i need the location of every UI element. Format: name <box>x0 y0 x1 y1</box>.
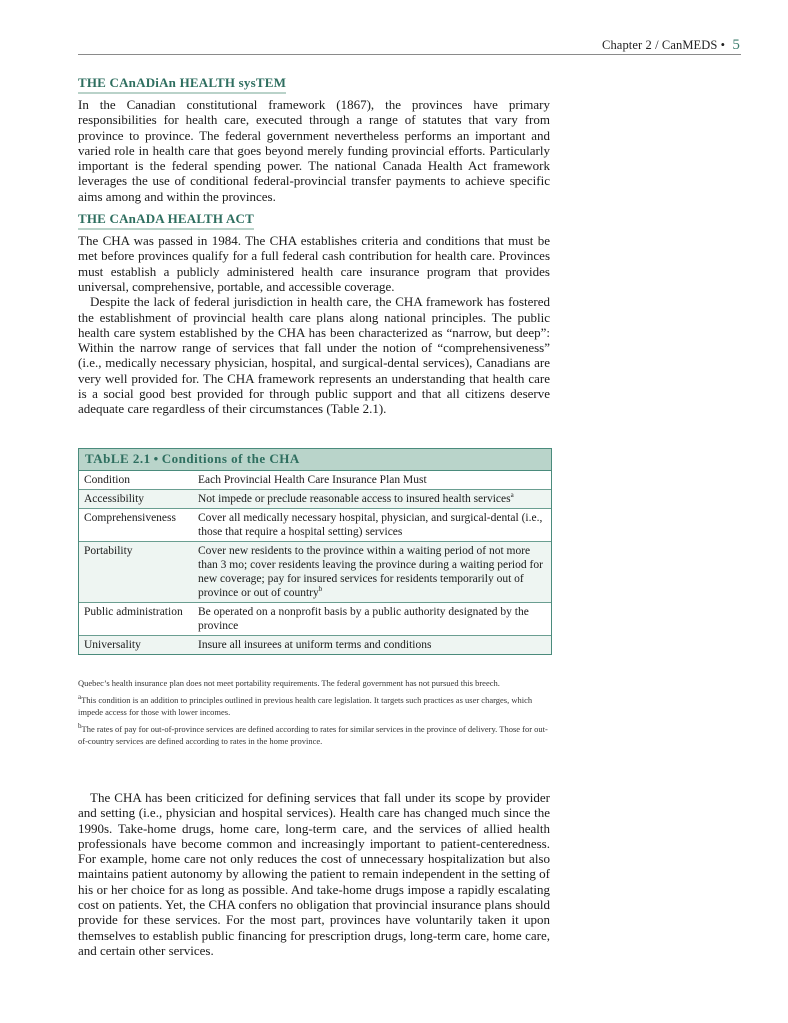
footnote-marker-b: b <box>318 585 323 594</box>
table-title-text: Conditions of the CHA <box>161 451 300 466</box>
table-row <box>79 509 551 542</box>
page-number: 5 <box>732 37 740 53</box>
table-title-bullet: • <box>153 451 159 466</box>
table-note-a <box>78 694 550 718</box>
table-header-row <box>79 471 551 490</box>
table-cell-requirement: Be operated on a nonprofit basis by a public authority designated by the province <box>198 606 529 632</box>
table-label: TAbLE 2.1 <box>85 451 151 466</box>
table-row <box>79 490 551 509</box>
table-row <box>79 542 551 603</box>
table-header-requirement: Each Provincial Health Care Insurance Plan Must <box>198 474 427 486</box>
closing-section <box>78 790 550 958</box>
header-rule <box>78 54 741 55</box>
table-cell-condition: Public administration <box>84 606 183 618</box>
running-head <box>602 37 740 54</box>
table-cell-condition: Portability <box>84 545 133 557</box>
section2-paragraph2: Despite the lack of federal jurisdiction in health care, the CHA framework has fostered the establishment of provincial health care plans along national principles. The public health care system established by the CHA has been characterized as “narrow, but deep”: Within the narrow range of services that fall under the notion of “comprehensiveness” (i.e., medically necessary physician, hospital, and surgical-dental services), Canadians are very well provided for. The CHA framework represents an understanding that health care is a social good best provided for through public support and that all citizens deserve adequate care regardless of their circumstances (Table 2.1). <box>78 294 550 417</box>
table-note-quebec: Quebec’s health insurance plan does not meet portability requirements. The federal government has not pursued this breech. <box>78 678 500 688</box>
table-footnotes <box>78 677 550 752</box>
section-heading-canadian-health-system: THE CAnADiAn HEALTH sysTEM <box>78 75 286 94</box>
table-cell-requirement <box>198 542 551 602</box>
footnote-marker-a: a <box>510 491 514 500</box>
table-conditions-of-cha <box>78 448 552 655</box>
closing-paragraph: The CHA has been criticized for defining services that fall under its scope by provider and setting (i.e., physician and hospital services). Health care has changed much since the 1990s. Take-home drugs, home care, long-term care, and the services of allied health professionals have become common and increasingly important to patient-centeredness. For example, home care not only reduces the cost of unnecessary hospitalization but also maintains patient autonomy by allowing the patient to remain independent in the setting of his or her choice for as long as possible. And take-home drugs impose a rapidly escalating cost on patients. Yet, the CHA confers no obligation that provincial insurance plans should provide for these services. For the most part, provinces have voluntarily taken it upon themselves to establish public financing for prescription drugs, long-term care, home care, and certain other services. <box>78 790 550 958</box>
table-title <box>79 449 551 471</box>
table-row <box>79 636 551 654</box>
note-a-marker: a <box>78 693 82 702</box>
table-header-condition: Condition <box>84 474 131 486</box>
running-head-text: Chapter 2 / CanMEDS • <box>602 38 726 52</box>
section2-paragraph1: The CHA was passed in 1984. The CHA establishes criteria and conditions that must be met before provinces qualify for a full federal cash contribution for health care. Provinces must establish a publicly administered health care insurance program that provides universal, comprehensive, portable, and accessible coverage. <box>78 233 550 294</box>
note-b-marker: b <box>78 722 82 731</box>
section-heading-canada-health-act: THE CAnADA HEALTH ACT <box>78 211 254 230</box>
table-cell-condition: Comprehensiveness <box>84 512 176 524</box>
main-text <box>78 74 550 417</box>
note-a-text: This condition is an addition to principles outlined in previous health care legislation. It targets such practices as user charges, which impede access for those with lower incomes. <box>78 695 533 717</box>
table-cell-condition: Universality <box>84 639 141 651</box>
table-cell-requirement: Insure all insurees at uniform terms and conditions <box>198 639 432 651</box>
table-note-b <box>78 723 550 747</box>
section1-paragraph: In the Canadian constitutional framework (1867), the provinces have primary responsibilities for health care, executed through a range of statutes that vary from province to province. The federal government nevertheless performs an important and varied role in health care that goes beyond merely funding provincial efforts. Particularly important is the federal spending power. The national Canada Health Act framework leverages the use of conditional federal-provincial transfer payments to achieve specific aims among and within the provinces. <box>78 97 550 204</box>
table-cell-requirement: Cover all medically necessary hospital, physician, and surgical-dental (i.e., those that require a hospital setting) services <box>198 512 543 538</box>
table-cell-condition: Accessibility <box>84 493 145 505</box>
table-cell-requirement <box>198 490 551 508</box>
note-b-text: The rates of pay for out-of-province services are defined according to rates for similar services in the province of delivery. Those for out-of-country services are defined according to rates in the home province. <box>78 724 548 746</box>
table-row <box>79 603 551 636</box>
table-cell-requirement-text: Cover new residents to the province within a waiting period of not more than 3 mo; cover residents leaving the province during a waiting period for new coverage; pay for insured services for residents temporarily out of province or out of country <box>198 545 543 599</box>
table-cell-requirement-text: Not impede or preclude reasonable access to insured health services <box>198 493 511 505</box>
